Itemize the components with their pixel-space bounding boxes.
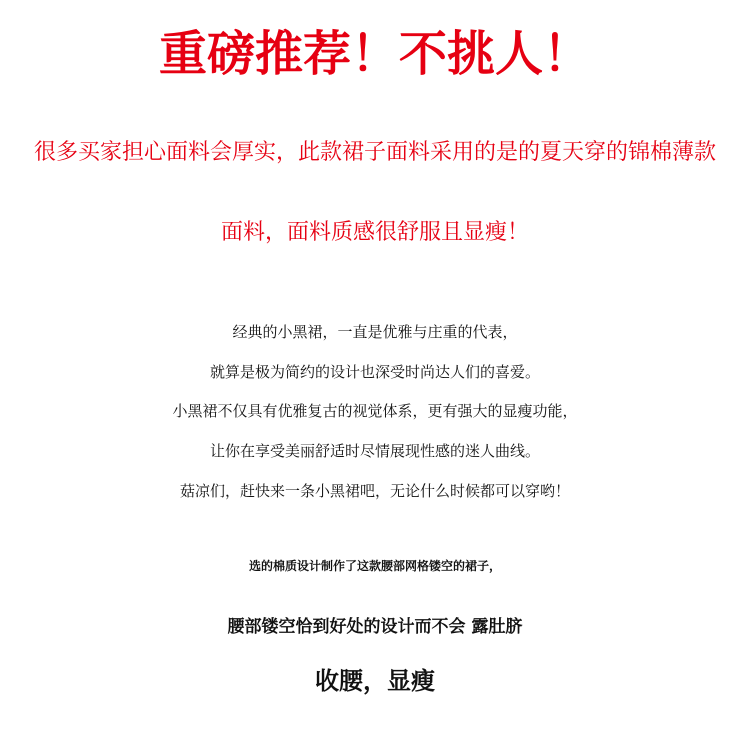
description-line: 小黑裙不仅具有优雅复古的视觉体系，更有强大的显瘦功能， bbox=[172, 402, 578, 420]
fabric-note-line-1: 很多买家担心面料会厚实，此款裙子面料采用的是的夏天穿的锦棉薄款 bbox=[33, 140, 716, 165]
description-line: 就算是极为简约的设计也深受时尚达人们的喜爱。 bbox=[209, 363, 540, 381]
material-note: 选的棉质设计制作了这款腰部网格镂空的裙子， bbox=[248, 559, 501, 573]
description-line: 经典的小黑裙，一直是优雅与庄重的代表， bbox=[232, 323, 518, 341]
description-line: 让你在享受美丽舒适时尽情展现性感的迷人曲线。 bbox=[209, 442, 540, 460]
description-line: 菇凉们，赶快来一条小黑裙吧，无论什么时候都可以穿哟！ bbox=[179, 482, 570, 500]
feature-text: 腰部镂空恰到好处的设计而不会 露肚脐 bbox=[227, 617, 523, 637]
headline: 重磅推荐！不挑人！ bbox=[158, 26, 591, 82]
fabric-note-line-2: 面料，面料质感很舒服且显瘦！ bbox=[220, 220, 529, 245]
tagline: 收腰，显瘦 bbox=[315, 667, 435, 695]
